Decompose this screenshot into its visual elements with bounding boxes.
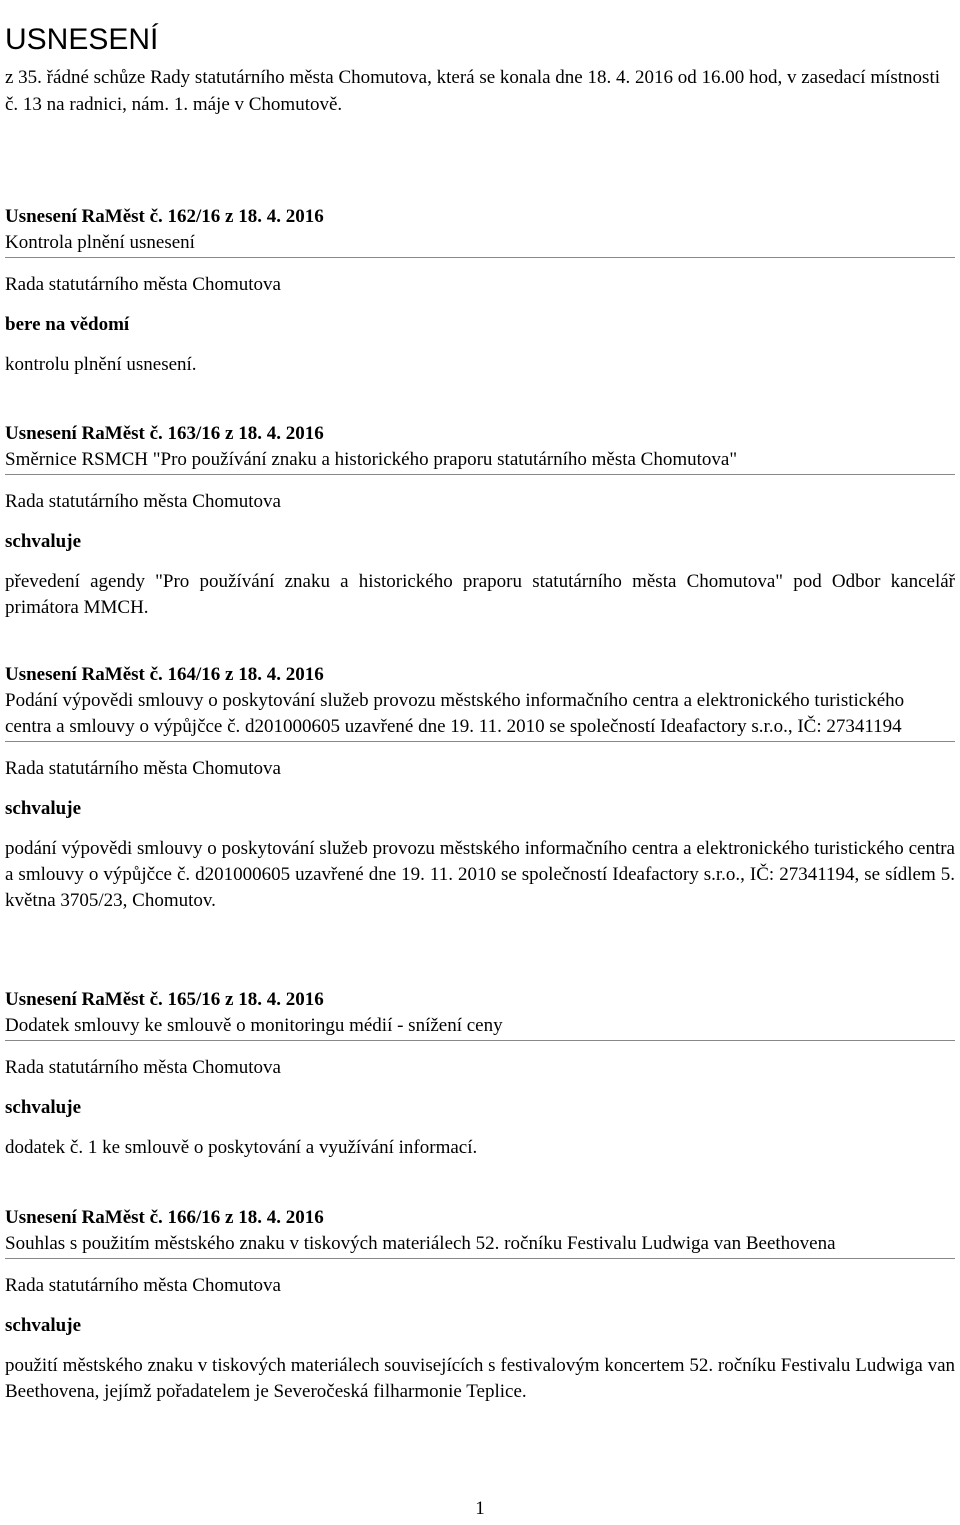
document-intro: z 35. řádné schůze Rady statutárního města Chomutova, která se konala dne 18. 4. 2016 od 16.00 hod, v zasedací místnosti č. 13 na radnici, nám. 1. máje v Chomutově.	[5, 67, 941, 115]
resolution-subject: Souhlas s použitím městského znaku v tiskových materiálech 52. ročníku Festivalu Ludwiga van Beethovena	[5, 1231, 955, 1259]
resolution-subject: Směrnice RSMCH "Pro používání znaku a historického praporu statutárního města Chomutova"	[5, 447, 955, 475]
document-title: USNESENÍ	[5, 23, 159, 57]
resolution-subject: Dodatek smlouvy ke smlouvě o monitoringu médií - snížení ceny	[5, 1013, 955, 1041]
resolution-verb: schvaluje	[5, 531, 81, 552]
resolution-verb: schvaluje	[5, 1315, 81, 1336]
resolution-council: Rada statutárního města Chomutova	[5, 274, 281, 295]
resolution-verb: schvaluje	[5, 798, 81, 819]
resolution-number: Usnesení RaMěst č. 164/16 z 18. 4. 2016	[5, 664, 324, 685]
resolution-164	[5, 662, 955, 914]
resolution-number: Usnesení RaMěst č. 165/16 z 18. 4. 2016	[5, 989, 324, 1010]
page-number: 1	[475, 1498, 485, 1519]
resolution-166	[5, 1205, 955, 1405]
resolution-council: Rada statutárního města Chomutova	[5, 1275, 281, 1296]
resolution-text: podání výpovědi smlouvy o poskytování služeb provozu městského informačního centra a elektronického turistického centra a smlouvy o výpůjčce č. d201000605 uzavřené dne 19. 11. 2010 se společností Ideafactory s.r.o., IČ: 27341194, se sídlem 5. května 3705/23, Chomutov.	[5, 838, 955, 911]
resolution-council: Rada statutárního města Chomutova	[5, 491, 281, 512]
resolution-number: Usnesení RaMěst č. 166/16 z 18. 4. 2016	[5, 1207, 324, 1228]
resolution-162	[5, 204, 955, 378]
resolution-text: dodatek č. 1 ke smlouvě o poskytování a využívání informací.	[5, 1137, 478, 1158]
resolution-verb: bere na vědomí	[5, 314, 130, 335]
resolution-text: použití městského znaku v tiskových materiálech souvisejících s festivalovým koncertem 52. ročníku Festivalu Ludwiga van Beethovena, jejímž pořadatelem je Severočeská filharmonie Teplice.	[5, 1355, 955, 1402]
resolution-number: Usnesení RaMěst č. 163/16 z 18. 4. 2016	[5, 423, 324, 444]
resolution-council: Rada statutárního města Chomutova	[5, 758, 281, 779]
resolution-number: Usnesení RaMěst č. 162/16 z 18. 4. 2016	[5, 206, 324, 227]
resolution-text: převedení agendy "Pro používání znaku a historického praporu statutárního města Chomutova" pod Odbor kancelář primátora MMCH.	[5, 571, 955, 618]
resolution-council: Rada statutárního města Chomutova	[5, 1057, 281, 1078]
resolution-text: kontrolu plnění usnesení.	[5, 354, 197, 375]
resolution-subject: Kontrola plnění usnesení	[5, 230, 955, 258]
resolution-verb: schvaluje	[5, 1097, 81, 1118]
resolution-subject: Podání výpovědi smlouvy o poskytování služeb provozu městského informačního centra a elektronického turistického centra a smlouvy o výpůjčce č. d201000605 uzavřené dne 19. 11. 2010 se společností Ideafactory s.r.o., IČ: 27341194	[5, 688, 955, 742]
resolution-163	[5, 421, 955, 621]
resolution-165	[5, 987, 955, 1161]
